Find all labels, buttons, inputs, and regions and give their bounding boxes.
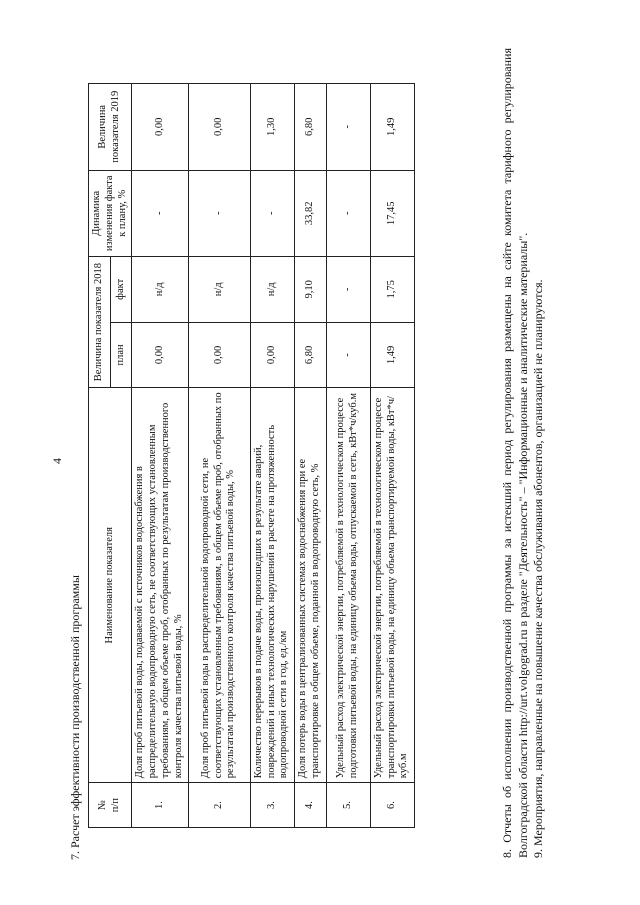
table-row (250, 84, 294, 828)
row-number: 5. (326, 783, 370, 828)
page-number: 4 (50, 458, 64, 464)
fact-value: 9,10 (294, 257, 326, 323)
row-number: 2. (188, 783, 250, 828)
indicator-name: Доля потерь воды в централизованных системах водоснабжения при ее транспортировке в общем объеме, поданной в водопроводную сеть, % (294, 388, 326, 783)
note-9: 9. Мероприятия, направленные на повышение качества обслуживания абонентов, организацией не планируются. (531, 279, 546, 858)
header-num: № п/п (89, 783, 132, 828)
dynamics-value: 17,45 (370, 170, 414, 256)
header-fact: факт (110, 257, 132, 323)
table-row (326, 84, 370, 828)
indicator-name: Количество перерывов в подаче воды, произошедших в результате аварий, повреждений и иных технологических нарушений в расчете на протяженность водопроводной сети в год, ед./км (250, 388, 294, 783)
plan-value: 0,00 (250, 322, 294, 388)
table-row (294, 84, 326, 828)
table-row (132, 84, 188, 828)
table-row (370, 84, 414, 828)
rotated-page-content (40, 32, 600, 872)
indicator-name: Доля проб питьевой воды, подаваемой с источников водоснабжения в распределительную водопроводную сеть, не соответствующих установленным требованиям, в общем объеме проб, отобранных по результатам производственного контроля качества питьевой воды, % (132, 388, 188, 783)
plan-value: 0,00 (188, 322, 250, 388)
fact-value: н/д (188, 257, 250, 323)
row-number: 4. (294, 783, 326, 828)
fact-value: 1,75 (370, 257, 414, 323)
value-2019: 0,00 (188, 84, 250, 171)
dynamics-value: - (188, 170, 250, 256)
dynamics-value: - (132, 170, 188, 256)
row-number: 6. (370, 783, 414, 828)
row-number: 3. (250, 783, 294, 828)
value-2019: 6,80 (294, 84, 326, 171)
value-2019: 0,00 (132, 84, 188, 171)
indicator-name: Удельный расход электрической энергии, потребляемой в технологическом процессе подготовки питьевой воды, на единицу объема воды, отпускаемой в сеть, кВт*ч/куб.м (326, 388, 370, 783)
indicator-name: Доля проб питьевой воды в распределительной водопроводной сети, не соответствующих установленным требованиям, в общем объеме проб, отобранных по результатам производственного контроля качества питьевой воды, % (188, 388, 250, 783)
fact-value: н/д (132, 257, 188, 323)
header-name: Наименование показателя (89, 388, 132, 783)
section-title: 7. Расчет эффективности производственной программы (68, 575, 82, 860)
efficiency-table (88, 83, 415, 828)
value-2019: - (326, 84, 370, 171)
indicator-name: Удельный расход электрической энергии, потребляемой в технологическом процессе транспортировки питьевой воды, на единицу объема транспортируемой воды, кВт*ч/куб.м (370, 388, 414, 783)
header-plan: план (110, 322, 132, 388)
row-number: 1. (132, 783, 188, 828)
notes-section (500, 48, 547, 858)
fact-value: н/д (250, 257, 294, 323)
fact-value: - (326, 257, 370, 323)
plan-value: 0,00 (132, 322, 188, 388)
table-row (188, 84, 250, 828)
dynamics-value: - (250, 170, 294, 256)
dynamics-value: 33,82 (294, 170, 326, 256)
table-header-row (89, 84, 111, 828)
plan-value: 1,49 (370, 322, 414, 388)
header-dynamics: Динамика изменения факта к плану, % (89, 170, 132, 256)
plan-value: - (326, 322, 370, 388)
value-2019: 1,30 (250, 84, 294, 171)
dynamics-value: - (326, 170, 370, 256)
plan-value: 6,80 (294, 322, 326, 388)
header-value-2018: Величина показателя 2018 (89, 257, 111, 388)
note-8: 8. Отчеты об исполнении производственной программы за истекший период регулирования размещены на сайте комитета тарифного регулирования Волгоградской области http://urt.volgograd.ru в разделе "Деятельность" – "Информационные и аналитические материалы". (500, 48, 530, 858)
header-value-2019: Величина показателя 2019 (89, 84, 132, 171)
value-2019: 1,49 (370, 84, 414, 171)
